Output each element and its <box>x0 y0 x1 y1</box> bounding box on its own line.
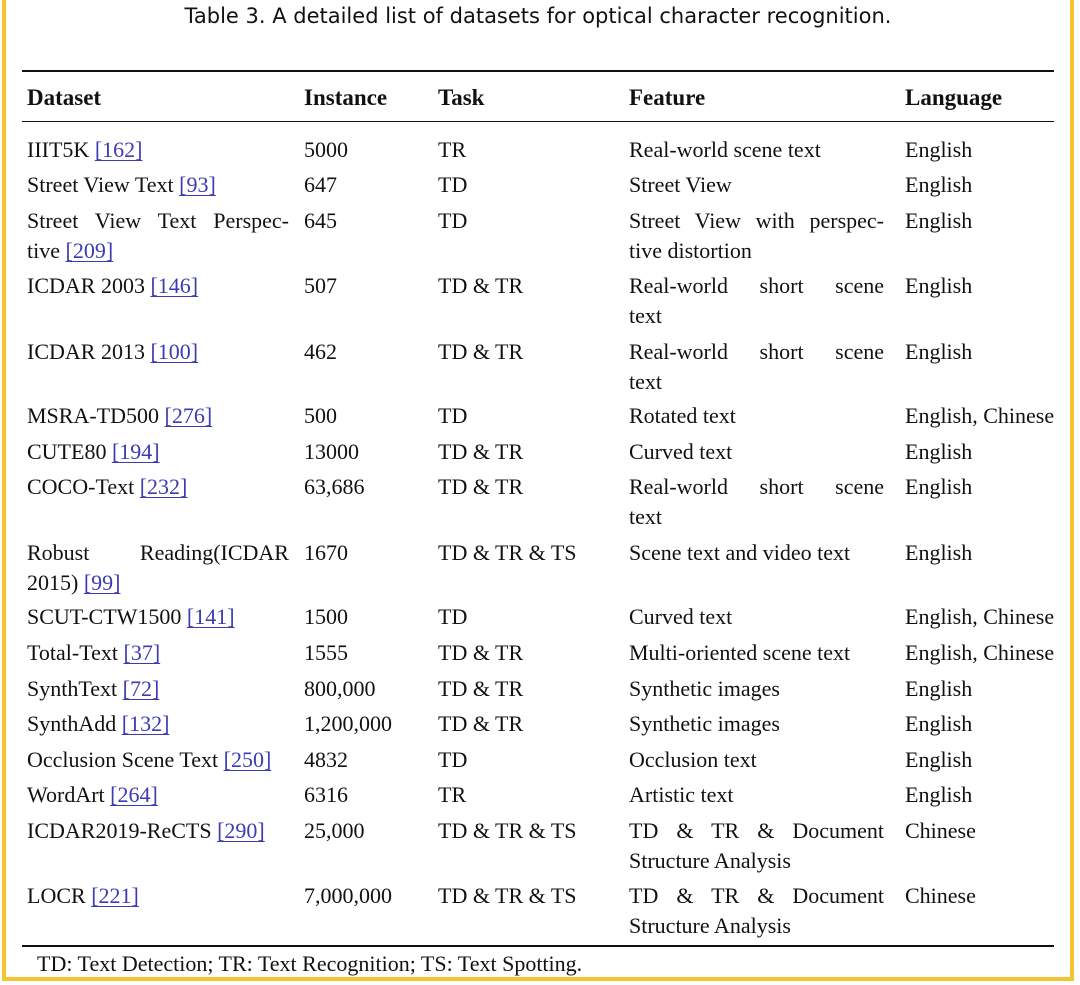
citation-link: [276] <box>164 403 213 428</box>
dataset-line: Robust Reading(ICDAR <box>27 540 289 565</box>
task-cell: TD <box>438 208 468 233</box>
dataset-line: Street View Text Perspec- <box>27 208 289 233</box>
task-cell: TD & TR <box>438 474 524 499</box>
dataset-line: ICDAR 2013 [100] <box>27 339 199 364</box>
task-cell: TD <box>438 172 468 197</box>
citation-link: [93] <box>179 172 216 197</box>
instance-cell: 4832 <box>304 747 348 772</box>
citation-link: [146] <box>150 273 199 298</box>
task-cell: TD & TR <box>438 339 524 364</box>
dataset-line: ICDAR 2003 [146] <box>27 273 199 298</box>
dataset-cell <box>27 337 289 367</box>
feature-line: Artistic text <box>629 782 734 807</box>
language-cell: English <box>905 747 973 772</box>
dataset-line: ICDAR2019-ReCTS [290] <box>27 818 265 843</box>
instance-cell: 645 <box>304 208 337 233</box>
task-cell: TD & TR & TS <box>438 540 577 565</box>
instance-cell: 6316 <box>304 782 348 807</box>
citation-link: [209] <box>65 238 114 263</box>
feature-cell <box>629 780 884 810</box>
language-cell: Chinese <box>905 883 976 908</box>
dataset-line: MSRA-TD500 [276] <box>27 403 213 428</box>
citation-link: [232] <box>139 474 188 499</box>
feature-cell <box>629 135 884 165</box>
instance-cell: 63,686 <box>304 474 365 499</box>
language-cell: English <box>905 137 973 162</box>
dataset-cell <box>27 816 289 846</box>
dataset-cell <box>27 709 289 739</box>
feature-cell <box>629 401 884 431</box>
language-cell: English <box>905 339 973 364</box>
language-cell: English <box>905 208 973 233</box>
feature-cell <box>629 745 884 775</box>
header-task: Task <box>438 85 485 110</box>
header-instance: Instance <box>304 85 388 110</box>
language-cell: English <box>905 273 973 298</box>
instance-cell: 1,200,000 <box>304 711 392 736</box>
header-rule <box>22 121 1054 122</box>
instance-cell: 1670 <box>304 540 348 565</box>
dataset-cell <box>27 472 289 502</box>
language-cell: English, Chinese <box>905 403 1055 428</box>
feature-line: Street View <box>629 172 732 197</box>
instance-cell: 25,000 <box>304 818 365 843</box>
citation-link: [99] <box>83 570 121 595</box>
citation-link: [264] <box>110 782 158 807</box>
dataset-line: COCO-Text [232] <box>27 474 188 499</box>
dataset-cell <box>27 206 289 266</box>
feature-cell <box>629 538 884 568</box>
dataset-cell <box>27 401 289 431</box>
task-cell: TD & TR & TS <box>438 818 577 843</box>
dataset-cell <box>27 135 289 165</box>
dataset-cell <box>27 538 289 598</box>
feature-line: TD & TR & Document <box>629 883 884 908</box>
feature-line: Real-world short scene <box>629 339 884 364</box>
feature-line: Synthetic images <box>629 711 780 736</box>
dataset-line: Occlusion Scene Text [250] <box>27 747 272 772</box>
table-caption: Table 3. A detailed list of datasets for optical character recognition. <box>184 4 892 28</box>
dataset-line: SCUT-CTW1500 [141] <box>27 604 235 629</box>
instance-cell: 7,000,000 <box>304 883 392 908</box>
feature-line: Curved text <box>629 439 733 464</box>
dataset-line: IIIT5K [162] <box>27 137 143 162</box>
citation-link: [194] <box>111 439 160 464</box>
language-cell: English <box>905 474 973 499</box>
citation-link: [290] <box>217 818 265 843</box>
table-footnote: TD: Text Detection; TR: Text Recognition; TS: Text Spotting. <box>37 951 583 976</box>
task-cell: TD <box>438 604 468 629</box>
task-cell: TR <box>438 137 467 162</box>
feature-line: Curved text <box>629 604 733 629</box>
dataset-cell <box>27 745 289 775</box>
dataset-cell <box>27 271 289 301</box>
citation-link: [162] <box>94 137 143 162</box>
dataset-line: SynthText [72] <box>27 676 160 701</box>
instance-cell: 507 <box>304 273 337 298</box>
feature-cell <box>629 170 884 200</box>
feature-cell <box>629 602 884 632</box>
instance-cell: 500 <box>304 403 337 428</box>
task-cell: TD & TR <box>438 439 524 464</box>
feature-line: Street View with perspec- <box>629 208 884 233</box>
language-cell: English <box>905 782 973 807</box>
task-cell: TD <box>438 747 468 772</box>
dataset-cell <box>27 881 289 911</box>
citation-link: [250] <box>223 747 272 772</box>
language-cell: English, Chinese <box>905 640 1055 665</box>
instance-cell: 1500 <box>304 604 348 629</box>
feature-line: text <box>629 303 662 328</box>
feature-line: Structure Analysis <box>629 913 791 938</box>
language-cell: English <box>905 172 973 197</box>
language-cell: English <box>905 439 973 464</box>
instance-cell: 800,000 <box>304 676 376 701</box>
task-cell: TD & TR & TS <box>438 883 577 908</box>
feature-line: text <box>629 504 662 529</box>
task-cell: TR <box>438 782 467 807</box>
feature-line: Real-world short scene <box>629 474 884 499</box>
dataset-cell <box>27 780 289 810</box>
feature-cell <box>629 674 884 704</box>
feature-cell <box>629 709 884 739</box>
dataset-line: LOCR [221] <box>27 883 139 908</box>
language-cell: English <box>905 711 973 736</box>
feature-cell <box>629 816 884 876</box>
dataset-line: 2015) [99] <box>27 570 121 595</box>
dataset-line: Total-Text [37] <box>27 640 161 665</box>
dataset-line: CUTE80 [194] <box>27 439 160 464</box>
header-dataset: Dataset <box>27 85 102 110</box>
feature-line: text <box>629 369 662 394</box>
instance-cell: 462 <box>304 339 337 364</box>
dataset-cell <box>27 638 289 668</box>
feature-line: Real-world short scene <box>629 273 884 298</box>
feature-cell <box>629 638 884 668</box>
feature-cell <box>629 271 884 331</box>
citation-link: [141] <box>186 604 235 629</box>
language-cell: Chinese <box>905 818 976 843</box>
language-cell: English <box>905 676 973 701</box>
header-language: Language <box>905 85 1003 110</box>
language-cell: English <box>905 540 973 565</box>
citation-link: [37] <box>123 640 161 665</box>
instance-cell: 5000 <box>304 137 348 162</box>
feature-line: Occlusion text <box>629 747 757 772</box>
feature-cell <box>629 881 884 941</box>
task-cell: TD & TR <box>438 676 524 701</box>
feature-line: tive distortion <box>629 238 752 263</box>
citation-link: [132] <box>121 711 170 736</box>
dataset-line: tive [209] <box>27 238 114 263</box>
dataset-cell <box>27 602 289 632</box>
task-cell: TD <box>438 403 468 428</box>
top-rule <box>22 70 1054 72</box>
feature-cell <box>629 472 884 532</box>
feature-line: Scene text and video text <box>629 540 851 565</box>
task-cell: TD & TR <box>438 711 524 736</box>
dataset-line: SynthAdd [132] <box>27 711 170 736</box>
feature-line: Real-world scene text <box>629 137 821 162</box>
feature-cell <box>629 437 884 467</box>
bottom-rule <box>22 945 1054 947</box>
task-cell: TD & TR <box>438 273 524 298</box>
dataset-line: Street View Text [93] <box>27 172 216 197</box>
feature-line: Synthetic images <box>629 676 780 701</box>
feature-line: Rotated text <box>629 403 736 428</box>
feature-line: Structure Analysis <box>629 848 791 873</box>
dataset-cell <box>27 170 289 200</box>
instance-cell: 13000 <box>304 439 359 464</box>
feature-cell <box>629 337 884 397</box>
dataset-cell <box>27 437 289 467</box>
feature-line: Multi-oriented scene text <box>629 640 851 665</box>
feature-cell <box>629 206 884 266</box>
dataset-line: WordArt [264] <box>27 782 158 807</box>
citation-link: [221] <box>91 883 139 908</box>
instance-cell: 1555 <box>304 640 348 665</box>
citation-link: [100] <box>150 339 199 364</box>
feature-line: TD & TR & Document <box>629 818 884 843</box>
dataset-cell <box>27 674 289 704</box>
table-frame <box>2 0 1074 981</box>
header-feature: Feature <box>629 85 706 110</box>
task-cell: TD & TR <box>438 640 524 665</box>
language-cell: English, Chinese <box>905 604 1055 629</box>
instance-cell: 647 <box>304 172 337 197</box>
citation-link: [72] <box>122 676 160 701</box>
